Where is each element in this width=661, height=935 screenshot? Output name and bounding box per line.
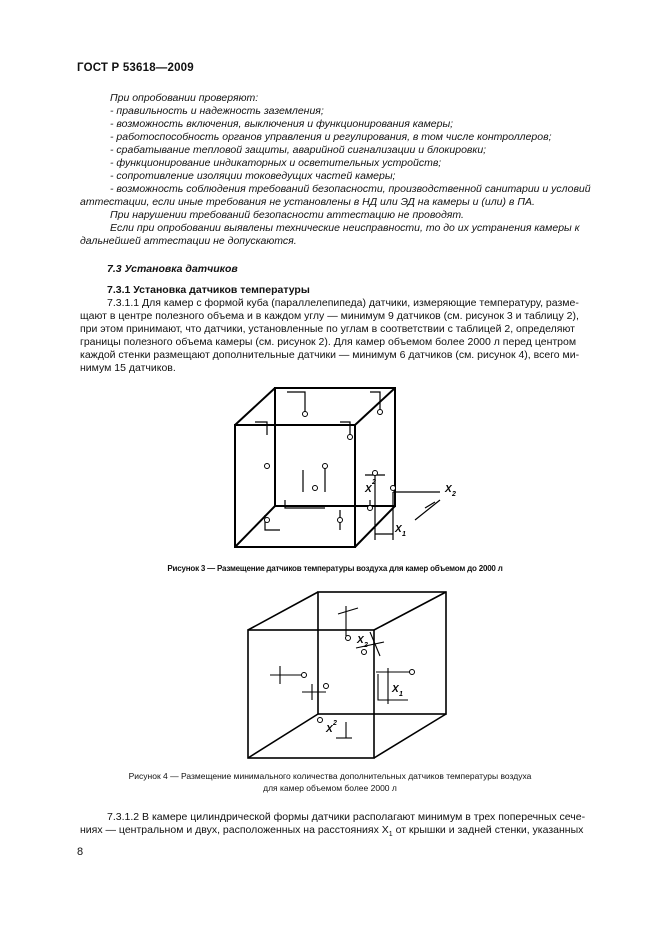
check-item: - сопротивление изоляции токоведущих частей камеры; (110, 170, 396, 182)
figure-3-x2-label: X (445, 484, 452, 495)
check-item: - функционирование индикаторных и осветительных устройств; (110, 157, 442, 169)
figure-3-sub-label: 2 (372, 479, 376, 486)
defects-note: Если при опробовании выявлены технические неисправности, то до их устранения камеры к (110, 222, 580, 234)
figure-3-x1-label: X (395, 524, 402, 535)
check-item-continued: аттестации, если иные требования не установлены в НД или ЭД на камеры и (или) в ПА. (80, 196, 535, 208)
paragraph-subscript: 1 (388, 831, 393, 839)
figure-4-x1-label: X (392, 684, 399, 695)
paragraph-line: нимум 15 датчиков. (80, 362, 176, 374)
check-item: - возможность соблюдения требований безопасности, производственной санитарии и условий (110, 183, 591, 195)
figure-4-x2-label: X (357, 635, 364, 646)
paragraph-text: ниях — центральном и двух, расположенных на расстояниях X (80, 824, 389, 836)
defects-note-continued: дальнейшей аттестации не допускаются. (80, 235, 297, 247)
check-item: - срабатывание тепловой защиты, аварийной сигнализации и блокировки; (110, 144, 487, 156)
check-item: - правильность и надежность заземления; (110, 105, 324, 117)
safety-note: При нарушении требований безопасности аттестацию не проводят. (110, 209, 464, 221)
figure-4-caption-continued: для камер объемом более 2000 л (263, 783, 397, 793)
figure-3-x-label: X (365, 484, 372, 495)
check-item: - возможность включения, выключения и функционирования камеры; (110, 118, 454, 130)
figure-4-x2-sub: 2 (364, 642, 368, 649)
figure-4-vertical-x-label: X (326, 724, 333, 735)
section-title: 7.3 Установка датчиков (107, 263, 238, 275)
check-item: - работоспособность органов управления и регулирования, в том числе контроллеров; (110, 131, 552, 143)
paragraph-line: 7.3.1.1 Для камер с формой куба (параллелепипеда) датчики, измеряющие температуру, разме- (107, 297, 579, 309)
paragraph-line: 7.3.1.2 В камере цилиндрической формы датчики располагают минимум в трех поперечных сече- (107, 811, 586, 823)
figure-4-x1-sub: 1 (399, 691, 403, 698)
figure-3-x1-sub: 1 (402, 531, 406, 538)
figure-3-caption: Рисунок 3 — Размещение датчиков температуры воздуха для камер объемом до 2000 л (167, 564, 503, 573)
cube-back-face (318, 592, 446, 714)
paragraph-text: от крышки и задней стенки, указанных (392, 824, 584, 836)
page-number: 8 (77, 846, 84, 858)
paragraph-line (80, 824, 583, 841)
document-header: ГОСТ Р 53618—2009 (77, 62, 194, 74)
paragraph-line: щают в центре полезного объема и в каждом углу — минимум 9 датчиков (см. рисунок 3 и таблицу 2), (80, 310, 579, 322)
check-intro: При опробовании проверяют: (110, 92, 259, 104)
paragraph-line: каждой стенки размещают дополнительные датчики — минимум 6 датчиков (см. рисунок 4), всего ми- (80, 349, 580, 361)
figure-4-vertical-sub: 2 (333, 720, 337, 727)
cube-front-face (248, 630, 374, 758)
figure-4-caption: Рисунок 4 — Размещение минимального количества дополнительных датчиков температуры воздуха (128, 771, 532, 781)
paragraph-line: при этом принимают, что датчики, установленные по углам в соответствии с таблицей 2, определяют (80, 323, 575, 335)
figure-3-x2-sub: 2 (452, 491, 456, 498)
figure-3-cube-diagram (225, 380, 465, 555)
figure-4-cube-diagram (240, 588, 460, 760)
paragraph-line: границы полезного объема камеры (см. рисунок 2). Для камер объемом более 2000 л перед центром (80, 336, 577, 348)
subsection-title: 7.3.1 Установка датчиков температуры (107, 284, 310, 296)
